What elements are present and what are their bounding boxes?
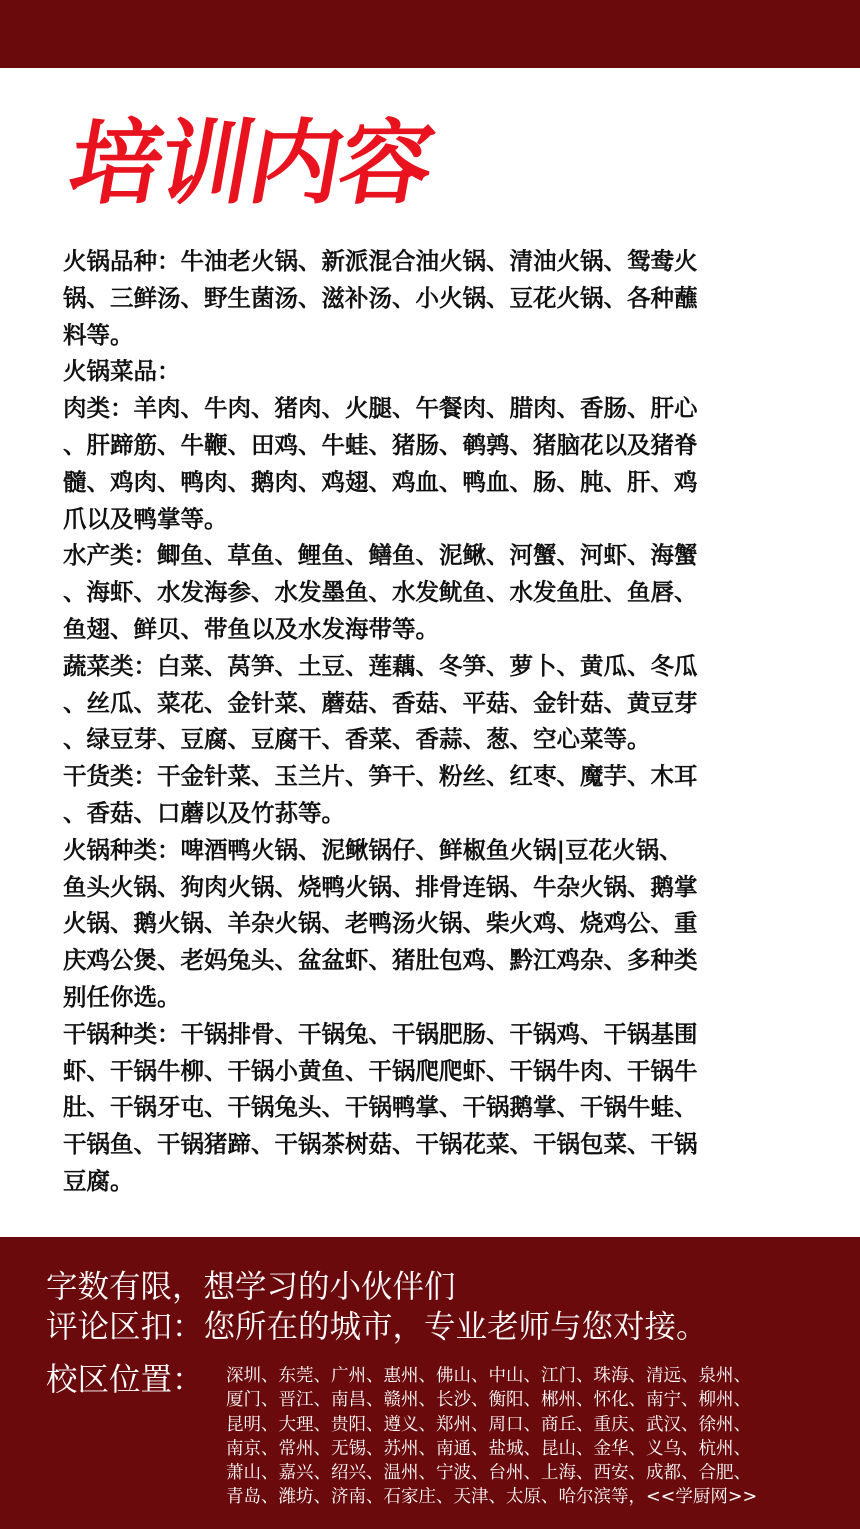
content-line: 干锅鱼、干锅猪蹄、干锅茶树菇、干锅花菜、干锅包菜、干锅 <box>63 1130 698 1159</box>
content-line: 、海虾、水发海参、水发墨鱼、水发鱿鱼、水发鱼肚、鱼唇、 <box>63 578 698 607</box>
content-line: 豆腐。 <box>63 1166 134 1195</box>
content-line: 虾、干锅牛柳、干锅小黄鱼、干锅爬爬虾、干锅牛肉、干锅牛 <box>63 1056 698 1085</box>
content-line: 髓、鸡肉、鸭肉、鹅肉、鸡翅、鸡血、鸭血、肠、肫、肝、鸡 <box>63 467 698 496</box>
content-line: 蔬菜类：白菜、莴笋、土豆、莲藕、冬笋、萝卜、黄瓜、冬瓜 <box>63 651 698 680</box>
content-line: 火锅种类：啤酒鸭火锅、泥鳅锅仔、鲜椒鱼火锅|豆花火锅、 <box>63 835 683 864</box>
campus-line: 萧山、嘉兴、绍兴、温州、宁波、台州、上海、西安、成都、合肥、 <box>226 1463 751 1484</box>
content-line: 鱼头火锅、狗肉火锅、烧鸭火锅、排骨连锅、牛杂火锅、鹅掌 <box>63 872 698 901</box>
campus-line: 青岛、潍坊、济南、石家庄、天津、太原、哈尔滨等，<<学厨网>> <box>226 1487 758 1508</box>
content-line: 鱼翅、鲜贝、带鱼以及水发海带等。 <box>63 614 439 643</box>
content-line: 、香菇、口蘑以及竹荪等。 <box>63 798 345 827</box>
campus-line: 昆明、大理、贵阳、遵义、郑州、周口、商丘、重庆、武汉、徐州、 <box>226 1414 751 1435</box>
content-line: 火锅品种：牛油老火锅、新派混合油火锅、清油火锅、鸳鸯火 <box>63 247 698 275</box>
campus-line: 南京、常州、无锡、苏州、南通、盐城、昆山、金华、义乌、杭州、 <box>226 1438 751 1459</box>
promo-banner <box>0 1237 860 1529</box>
content-line: 庆鸡公煲、老妈兔头、盆盆虾、猪肚包鸡、黔江鸡杂、多种类 <box>63 946 698 975</box>
content-line: 火锅菜品： <box>63 357 181 386</box>
content-line: 爪以及鸭掌等。 <box>63 504 228 533</box>
page-title: 培训内容 <box>61 110 441 217</box>
top-banner <box>0 0 860 68</box>
content-line: 干货类：干金针菜、玉兰片、笋干、粉丝、红枣、魔芋、木耳 <box>63 762 698 791</box>
promo-line: 字数有限，想学习的小伙伴们 <box>46 1269 456 1305</box>
campus-list <box>226 1364 822 1510</box>
content-line: 、肝蹄筋、牛鞭、田鸡、牛蛙、猪肠、鹌鹑、猪脑花以及猪脊 <box>63 430 698 459</box>
content-line: 水产类：鲫鱼、草鱼、鲤鱼、鳝鱼、泥鳅、河蟹、河虾、海蟹 <box>63 541 698 570</box>
content-line: 锅、三鲜汤、野生菌汤、滋补汤、小火锅、豆花火锅、各种蘸 <box>63 283 698 312</box>
content-line: 肉类：羊肉、牛肉、猪肉、火腿、午餐肉、腊肉、香肠、肝心 <box>63 394 698 423</box>
content-line: 肚、干锅牙屯、干锅兔头、干锅鸭掌、干锅鹅掌、干锅牛蛙、 <box>63 1093 698 1122</box>
campus-label: 校区位置： <box>46 1362 204 1398</box>
content-line: 干锅种类：干锅排骨、干锅兔、干锅肥肠、干锅鸡、干锅基围 <box>63 1019 698 1048</box>
content-line: 、丝瓜、菜花、金针菜、蘑菇、香菇、平菇、金针菇、黄豆芽 <box>63 688 698 717</box>
campus-line: 深圳、东莞、广州、惠州、佛山、中山、江门、珠海、清远、泉州、 <box>226 1366 751 1386</box>
promo-line: 评论区扣：您所在的城市，专业老师与您对接。 <box>46 1309 708 1345</box>
content-line: 别任你选。 <box>63 982 181 1011</box>
training-content <box>63 243 793 1200</box>
content-line: 、绿豆芽、豆腐、豆腐干、香菜、香蒜、葱、空心菜等。 <box>63 725 651 754</box>
content-line: 火锅、鹅火锅、羊杂火锅、老鸭汤火锅、柴火鸡、烧鸡公、重 <box>63 909 698 938</box>
content-line: 料等。 <box>63 320 134 349</box>
campus-line: 厦门、晋江、南昌、赣州、长沙、衡阳、郴州、怀化、南宁、柳州、 <box>226 1390 751 1411</box>
